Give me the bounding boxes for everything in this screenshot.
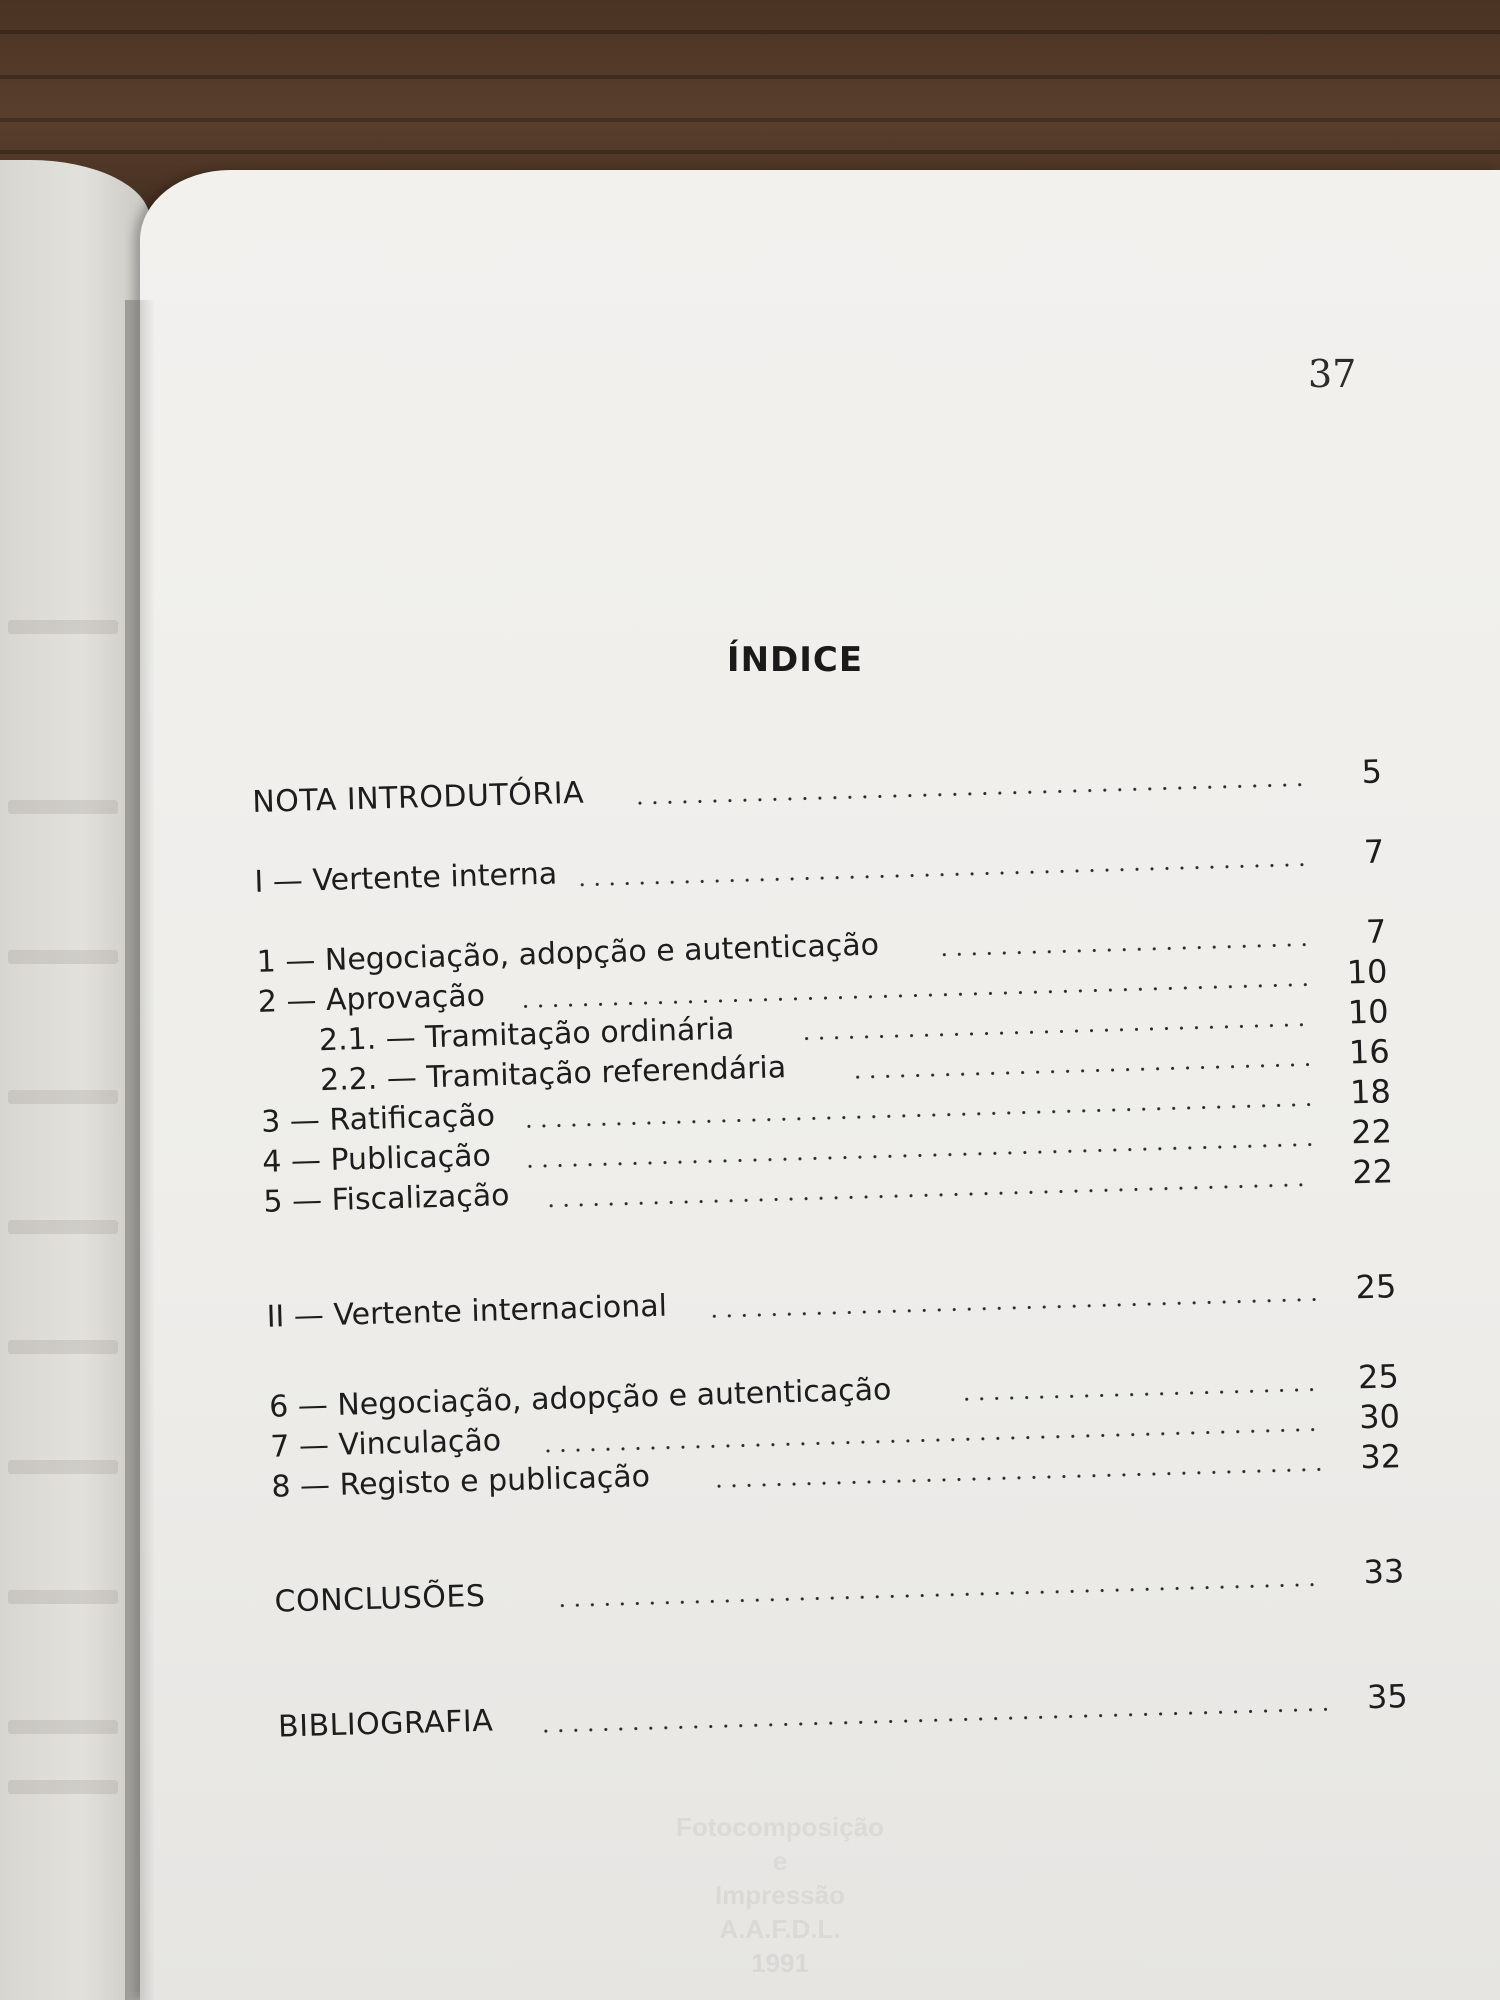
toc-entry-label: 2.1. — Tramitação ordinária xyxy=(318,1011,735,1059)
toc-entry-label: 5 — Fiscalização xyxy=(262,1177,510,1220)
toc-entry-page: 33 xyxy=(1362,1552,1405,1592)
toc-entry-label: 6 — Negociação, adopção e autenticação xyxy=(268,1372,892,1425)
page-title: ÍNDICE xyxy=(726,640,864,680)
toc-entry-label: BIBLIOGRAFIA xyxy=(277,1703,494,1745)
toc-entry-page: 10 xyxy=(1347,992,1390,1032)
colophon-line: Impressão xyxy=(714,1880,846,1910)
toc-entry-page: 16 xyxy=(1348,1032,1391,1072)
toc-entry-page: 32 xyxy=(1359,1437,1402,1477)
toc-entry-label: 4 — Publicação xyxy=(261,1138,492,1180)
toc-entry-label: 7 — Vinculação xyxy=(269,1423,502,1465)
toc-entry-page: 18 xyxy=(1349,1072,1392,1112)
toc-entry-label: NOTA INTRODUTÓRIA xyxy=(251,775,585,820)
toc-entry-page: 7 xyxy=(1363,832,1385,871)
colophon-line: 1991 xyxy=(751,1948,809,1978)
colophon xyxy=(630,1810,930,1980)
toc-entry-page: 35 xyxy=(1366,1677,1409,1717)
toc-entry-label: 3 — Ratificação xyxy=(260,1098,496,1140)
toc-entry-label: I — Vertente interna xyxy=(254,856,558,900)
page-number: 37 xyxy=(1308,352,1357,396)
toc-entry-page: 22 xyxy=(1351,1152,1394,1192)
toc-entry-label: CONCLUSÕES xyxy=(274,1578,486,1620)
colophon-line: A.A.F.D.L. xyxy=(719,1914,841,1944)
toc-entry-page: 25 xyxy=(1355,1267,1397,1307)
toc-entry-label: 2 — Aprovação xyxy=(257,978,486,1020)
toc-entry-page: 7 xyxy=(1365,912,1387,951)
toc-entry-label: II — Vertente internacional xyxy=(266,1288,668,1335)
colophon-line: e xyxy=(772,1846,788,1876)
toc-entry-page: 30 xyxy=(1358,1397,1401,1437)
colophon-line: Fotocomposição xyxy=(675,1812,884,1842)
toc-entry-page: 25 xyxy=(1357,1357,1400,1397)
toc-entry-label: 8 — Registo e publicação xyxy=(270,1459,651,1505)
toc-entry-page: 10 xyxy=(1346,952,1388,992)
toc-entry-label: 2.2. — Tramitação referendária xyxy=(319,1050,787,1099)
toc-entry-page: 5 xyxy=(1360,752,1383,791)
toc-entry-label: 1 — Negociação, adopção e autenticação xyxy=(256,927,880,980)
toc-entry-page: 22 xyxy=(1350,1112,1393,1152)
